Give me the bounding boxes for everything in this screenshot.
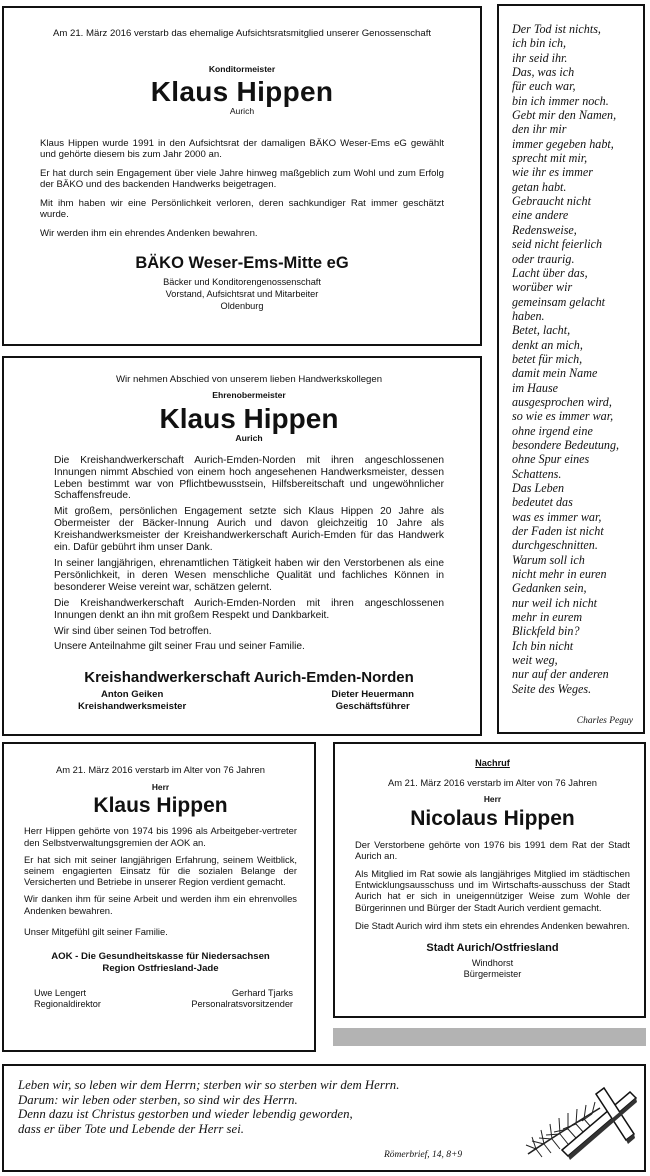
bible-verse-box bbox=[2, 1064, 646, 1172]
poem-line: mehr in eurem bbox=[512, 610, 583, 625]
notice-heading: Nachruf bbox=[475, 758, 510, 768]
signatory-title: Regionaldirektor bbox=[34, 999, 101, 1010]
poem-line: haben. bbox=[512, 308, 545, 323]
paragraph: Die Kreishandwerkerschaft Aurich-Emden-Norden mit ihren angeschlossenen Innungen denkt an ihn mit großem Respekt und Dankbarkeit. bbox=[54, 597, 444, 621]
signature-right bbox=[191, 988, 293, 1010]
salutation: Herr bbox=[483, 794, 502, 805]
notice-body bbox=[24, 825, 297, 937]
poem-line: nicht mehr in euren bbox=[512, 567, 607, 582]
poem-line: immer gegeben habt, bbox=[512, 136, 614, 151]
notice-intro: Am 21. März 2016 verstarb im Alter von 76 Jahren bbox=[388, 777, 597, 789]
paragraph: Wir danken ihm für seine Arbeit und werden ihm ein ehrenvolles Andenken bewahren. bbox=[24, 893, 297, 916]
org-line: Region Ostfriesland-Jade bbox=[102, 963, 219, 975]
signatory-title: Kreishandwerksmeister bbox=[78, 701, 187, 713]
notice-body bbox=[54, 455, 444, 654]
deceased-name: Klaus Hippen bbox=[93, 794, 228, 818]
poem-line: Der Tod ist nichts, bbox=[512, 22, 601, 36]
organization-name: Stadt Aurich/Ostfriesland bbox=[426, 942, 559, 955]
notice-intro: Am 21. März 2016 verstarb im Alter von 76 Jahren bbox=[56, 764, 265, 775]
deceased-place: Aurich bbox=[229, 106, 255, 116]
poem-line: ohne irgend eine bbox=[512, 423, 593, 438]
poem-line: seid nicht feierlich bbox=[512, 237, 603, 252]
poem-line: Ich bin nicht bbox=[512, 638, 574, 653]
org-line: Bäcker und Konditorengenossenschaft bbox=[163, 277, 321, 287]
deceased-name: Nicolaus Hippen bbox=[410, 806, 575, 830]
signatory-title: Personalratsvorsitzender bbox=[191, 999, 293, 1010]
obituary-notice-aok bbox=[2, 742, 316, 1052]
poem-line: betet für mich, bbox=[512, 351, 583, 366]
paragraph: Unsere Anteilnahme gilt seiner Frau und seiner Familie. bbox=[54, 641, 305, 653]
paragraph: Mit großem, persönlichen Engagement setzte sich Klaus Hippen 20 Jahre als Obermeister der Bäcker-Innung Aurich und davon gleichzeitig 10 Jahre als Kreishandwerksmeister der Kreishandwerkerschaft Aurich-Emden für das Handwerk ein. Dafür gebührt ihm unser Dank. bbox=[54, 506, 444, 554]
poem-line: sprecht mit mir, bbox=[512, 151, 588, 166]
organization-name: Kreishandwerkerschaft Aurich-Emden-Norden bbox=[84, 669, 414, 687]
poem-line: für euch war, bbox=[512, 79, 576, 94]
poem-line: Lacht über das, bbox=[512, 265, 588, 280]
poem-line: denkt an mich, bbox=[512, 337, 583, 352]
signatures bbox=[24, 988, 297, 1010]
poem-line: wie ihr es immer bbox=[512, 165, 593, 180]
signatory-name: Windhorst bbox=[471, 958, 514, 969]
obituary-notice-baeko bbox=[2, 6, 482, 346]
organization-name: BÄKO Weser-Ems-Mitte eG bbox=[135, 254, 349, 272]
signatory-name: Dieter Heuermann bbox=[331, 689, 414, 701]
poem-line: was es immer war, bbox=[512, 509, 602, 524]
poem-line: Redensweise, bbox=[512, 222, 577, 237]
poem-line: Blickfeld bin? bbox=[512, 624, 580, 639]
poem-line: durchgeschnitten. bbox=[512, 538, 598, 553]
signatory-name: Anton Geiken bbox=[100, 689, 164, 701]
organization-name bbox=[24, 951, 297, 975]
org-line: Oldenburg bbox=[220, 301, 264, 311]
poem-line: Seite des Weges. bbox=[512, 681, 592, 696]
poem-line: Schattens. bbox=[512, 466, 562, 481]
organization-details bbox=[40, 276, 444, 312]
paragraph: Er hat sich mit seiner langjährigen Erfahrung, seinem Weitblick, seinem engagierten Einsatz für die sozialen Belange der Versicherten und Betriebe in unserer Region verdient gemacht. bbox=[24, 853, 297, 888]
signature-left bbox=[78, 689, 186, 713]
poem-line: weit weg, bbox=[512, 653, 558, 668]
obituary-notice-kreishandwerkerschaft bbox=[2, 356, 482, 736]
poem-line: so wie es immer war, bbox=[512, 409, 614, 424]
notice-body bbox=[355, 839, 630, 931]
poem-line: Gebt mir den Namen, bbox=[512, 108, 617, 123]
signature bbox=[355, 958, 630, 980]
paragraph: Herr Hippen gehörte von 1974 bis 1996 als Arbeitgeber-vertreter den Selbstverwaltungsgremien der AOK an. bbox=[24, 825, 297, 848]
poem-box bbox=[497, 4, 645, 734]
paragraph: Mit ihm haben wir eine Persönlichkeit verloren, deren sachkundiger Rat immer geschätzt wurde. bbox=[40, 197, 444, 220]
signatory-title: Geschäftsführer bbox=[335, 701, 410, 713]
notice-body bbox=[40, 138, 444, 240]
poem-line: Das, was ich bbox=[512, 65, 575, 80]
profession-title: Ehrenobermeister bbox=[212, 389, 286, 400]
signature-left bbox=[34, 988, 101, 1010]
poem-line: bin ich immer noch. bbox=[512, 93, 609, 108]
poem-line: oder traurig. bbox=[512, 251, 575, 266]
poem-line: ausgesprochen wird, bbox=[512, 394, 612, 409]
paragraph: Als Mitglied im Rat sowie als langjähriges Mitglied im städtischen Entwicklungsausschuss und im Wirtschafts-ausschuss der Stadt Aurich hat er sich in uneigennütziger Weise zum Wohle der Bürgerinnen und Bürger der Stadt Aurich verdient gemacht. bbox=[355, 868, 630, 913]
paragraph: Er hat durch sein Engagement über viele Jahre hinweg maßgeblich zum Wohl und zum Erfolg der BÄKO und des backenden Handwerks beigetragen. bbox=[40, 167, 444, 190]
signatures bbox=[54, 689, 444, 713]
paragraph: Die Kreishandwerkerschaft Aurich-Emden-Norden mit ihren angeschlossenen Innungen nimmt Abschied von einem hoch angesehenen Handwerksmeister, dessen Leben bestimmt war von Pflichtbewusstsein, Hilfsbereitschaft und ungewöhnlicher Schaffensfreude. bbox=[54, 454, 444, 502]
profession-title: Konditormeister bbox=[208, 63, 276, 74]
grey-divider-bar bbox=[333, 1028, 646, 1046]
poem-line: gemeinsam gelacht bbox=[512, 294, 606, 309]
poem-line: Das Leben bbox=[512, 481, 565, 495]
paragraph: Die Stadt Aurich wird ihm stets ein ehrendes Andenken bewahren. bbox=[355, 919, 630, 931]
poem-line: besondere Bedeutung, bbox=[512, 437, 620, 452]
signature-right bbox=[331, 689, 414, 713]
poem-line: nur auf der anderen bbox=[512, 667, 609, 682]
verse-line: Denn dazu ist Christus gestorben und wieder lebendig geworden, bbox=[18, 1107, 353, 1122]
verse-line: Leben wir, so leben wir dem Herrn; sterben wir so sterben wir dem Herrn. bbox=[18, 1078, 400, 1092]
poem-line: damit mein Name bbox=[512, 366, 598, 381]
poem-line: Warum soll ich bbox=[512, 552, 585, 567]
paragraph: Wir werden ihm ein ehrendes Andenken bewahren. bbox=[40, 227, 258, 239]
signatory-title: Bürgermeister bbox=[463, 969, 522, 980]
paragraph: Klaus Hippen wurde 1991 in den Aufsichtsrat der damaligen BÄKO Weser-Ems eG gewählt und gehörte diesem bis zum Jahr 2000 an. bbox=[40, 137, 444, 160]
poem-line: getan habt. bbox=[512, 179, 567, 194]
poem-author: Charles Peguy bbox=[576, 716, 633, 727]
poem-line: im Hause bbox=[512, 380, 559, 395]
poem-line: nur weil ich nicht bbox=[512, 595, 597, 610]
salutation: Herr bbox=[151, 782, 170, 793]
notice-intro: Wir nehmen Abschied von unserem lieben Handwerkskollegen bbox=[115, 374, 383, 385]
paragraph: Unser Mitgefühl gilt seiner Familie. bbox=[24, 925, 168, 937]
poem-line: ich bin ich, bbox=[512, 36, 567, 51]
obituary-notice-stadt-aurich bbox=[333, 742, 646, 1018]
paragraph: In seiner langjährigen, ehrenamtlichen Tätigkeit haben wir den Verstorbenen als eine Persönlichkeit, in deren Wesen menschliche Qualität und fachliches Können in besonderer Weise vereint war, schätzen gelernt. bbox=[54, 557, 444, 593]
deceased-name: Klaus Hippen bbox=[159, 402, 339, 434]
verse-line: dass er über Tote und Lebende der Herr sei. bbox=[18, 1121, 244, 1136]
poem-line: der Faden ist nicht bbox=[512, 524, 604, 539]
notice-intro: Am 21. März 2016 verstarb das ehemalige Aufsichtsratsmitglied unserer Genossenschaft bbox=[52, 28, 432, 39]
paragraph: Wir sind über seinen Tod betroffen. bbox=[54, 625, 212, 637]
verse-reference: Römerbrief, 14, 8+9 bbox=[384, 1150, 463, 1160]
org-line: AOK - Die Gesundheitskasse für Niedersachsen bbox=[51, 951, 270, 963]
poem-line: Gedanken sein, bbox=[512, 581, 587, 596]
deceased-place: Aurich bbox=[235, 432, 263, 443]
signatory-name: Gerhard Tjarks bbox=[231, 988, 293, 999]
poem-line: bedeutet das bbox=[512, 495, 573, 510]
poem-line: Betet, lacht, bbox=[512, 323, 571, 338]
poem-line: den ihr mir bbox=[512, 122, 567, 137]
org-line: Vorstand, Aufsichtsrat und Mitarbeiter bbox=[165, 289, 319, 299]
verse-line: Darum: wir leben oder sterben, so sind wir des Herrn. bbox=[18, 1092, 298, 1107]
poem-line: Gebraucht nicht bbox=[512, 194, 591, 209]
cross-with-palm-branch-icon bbox=[522, 1078, 640, 1164]
signatory-name: Uwe Lengert bbox=[34, 988, 87, 999]
paragraph: Der Verstorbene gehörte von 1976 bis 1991 dem Rat der Stadt Aurich an. bbox=[355, 838, 630, 861]
poem-text bbox=[512, 22, 637, 696]
poem-line: ohne Spur eines bbox=[512, 452, 590, 467]
poem-line: eine andere bbox=[512, 208, 569, 223]
poem-line: worüber wir bbox=[512, 280, 573, 295]
deceased-name: Klaus Hippen bbox=[150, 76, 334, 107]
poem-line: ihr seid ihr. bbox=[512, 50, 568, 65]
